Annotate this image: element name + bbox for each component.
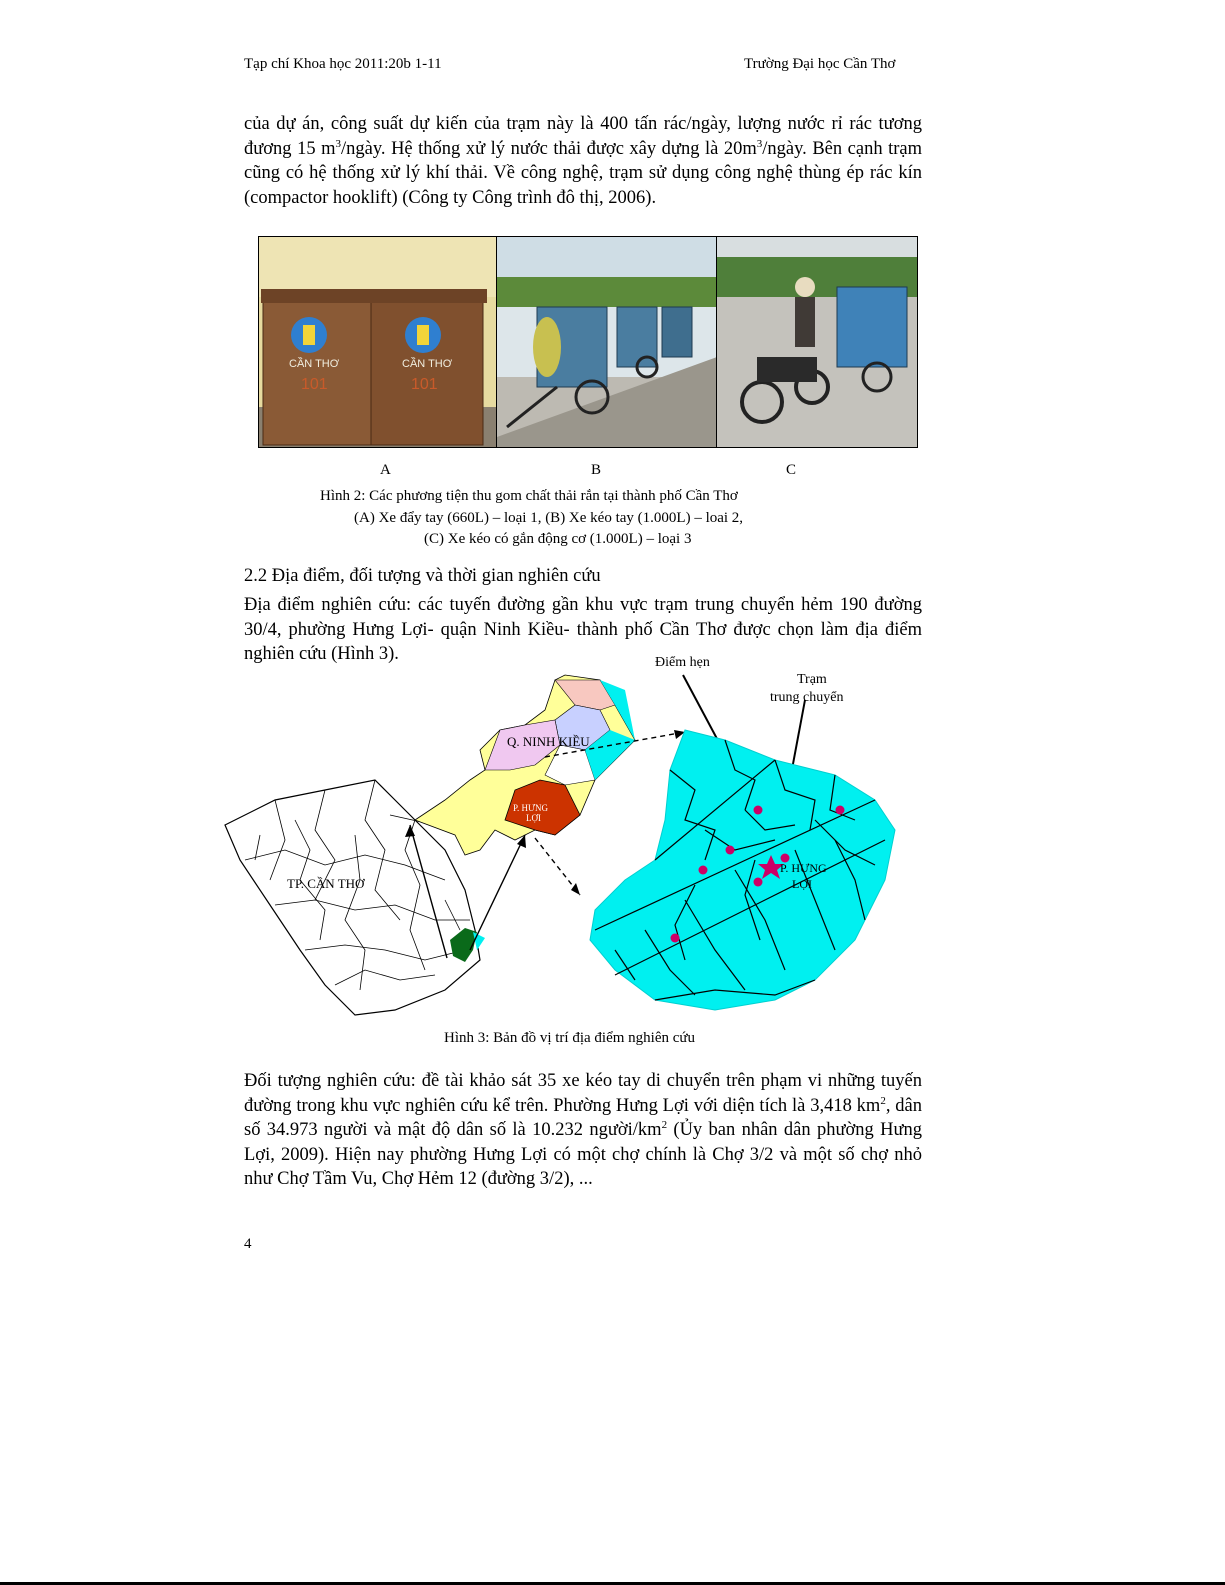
- label-hung-loi-small-1: P. HƯNG: [513, 803, 548, 813]
- label-trung-chuyen: trung chuyển: [770, 690, 844, 705]
- label-diem-hen: Điểm hẹn: [655, 655, 710, 670]
- object-sup-1: 2: [880, 1094, 886, 1107]
- photo-label-c: C: [786, 462, 797, 478]
- object-text-3: (Ủy ban nhân dân phường Hưng Lợi, 2009). Hiện nay phường Hưng Lợi có một chợ chính là Chợ 3/2 và một số chợ nhỏ như Chợ Tầm Vu, Chợ Hẻm 12 (đường 3/2), ...: [244, 1120, 922, 1189]
- photo-c-motor-cart: [716, 236, 918, 448]
- ninh-kieu-district-map: [415, 675, 635, 855]
- svg-text:101: 101: [411, 376, 438, 393]
- figure2-caption-line3: (C) Xe kéo có gắn động cơ (1.000L) – loại 3: [424, 531, 692, 547]
- label-tram: Trạm: [797, 672, 827, 687]
- label-hung-loi-big-1: P. HƯNG: [780, 861, 827, 875]
- intro-text-2: /ngày. Hệ thống xử lý nước thải được xây dựng là 20m: [341, 138, 757, 159]
- object-paragraph: [244, 1069, 922, 1192]
- photo-a-sign-text-2: CẦN THƠ: [402, 358, 453, 370]
- intro-paragraph: [244, 112, 922, 210]
- label-can-tho: TP. CẦN THƠ: [287, 876, 365, 891]
- object-text-2: , dân số 34.973 người và mật độ dân số là 10.232 người/km: [244, 1095, 922, 1140]
- svg-text:101: 101: [301, 376, 328, 393]
- study-area-map: [215, 650, 915, 1025]
- journal-header: Tạp chí Khoa học 2011:20b 1-11: [244, 56, 442, 72]
- location-text: Địa điểm nghiên cứu: các tuyến đường gần khu vực trạm trung chuyển hẻm 190 đường 30/4, phường Hưng Lợi- quận Ninh Kiều- thành phố Cần Thơ được chọn làm địa điểm nghiên cứu (Hình 3).: [244, 595, 922, 664]
- label-hung-loi-small-2: LỢI: [526, 813, 541, 823]
- page-number: 4: [244, 1236, 252, 1252]
- object-sup-2: 2: [661, 1118, 668, 1131]
- photo-label-a: A: [380, 462, 391, 478]
- hung-loi-ward-map: [590, 730, 895, 1010]
- intro-sup-1: 3: [335, 137, 342, 150]
- photo-label-b: B: [591, 462, 602, 478]
- university-header: Trường Đại học Cần Thơ: [744, 56, 896, 72]
- photo-b-pull-carts: [496, 236, 718, 448]
- intro-sup-2: 3: [756, 137, 763, 150]
- photo-a-handcarts: [258, 236, 498, 448]
- intro-text-3: /ngày. Bên cạnh trạm cũng có hệ thống xử lý khí thải. Về công nghệ, trạm sử dụng công nghệ thùng ép rác kín (compactor hooklift) (Công ty Công trình đô thị, 2006).: [244, 138, 923, 208]
- photo-a-sign-text-1: CẦN THƠ: [289, 358, 340, 370]
- section-heading: 2.2 Địa điểm, đối tượng và thời gian nghiên cứu: [244, 566, 601, 586]
- figure2-caption-line1: Hình 2: Các phương tiện thu gom chất thải rắn tại thành phố Cần Thơ: [320, 488, 738, 504]
- label-hung-loi-big-2: LỢI: [792, 877, 812, 891]
- intro-text-1: của dự án, công suất dự kiến của trạm này là 400 tấn rác/ngày, lượng nước rỉ rác tương đương 15 m: [244, 114, 922, 159]
- object-text-1: Đối tượng nghiên cứu: đề tài khảo sát 35 xe kéo tay di chuyển trên phạm vi những tuyến đường trong khu vực nghiên cứu kể trên. Phường Hưng Lợi với diện tích là 3,418 km: [244, 1071, 922, 1116]
- label-ninh-kieu: Q. NINH KIỀU: [507, 734, 590, 749]
- figure3-caption: Hình 3: Bản đồ vị trí địa điểm nghiên cứu: [444, 1030, 696, 1046]
- figure2-caption-line2: (A) Xe đẩy tay (660L) – loại 1, (B) Xe kéo tay (1.000L) – loai 2,: [354, 510, 744, 526]
